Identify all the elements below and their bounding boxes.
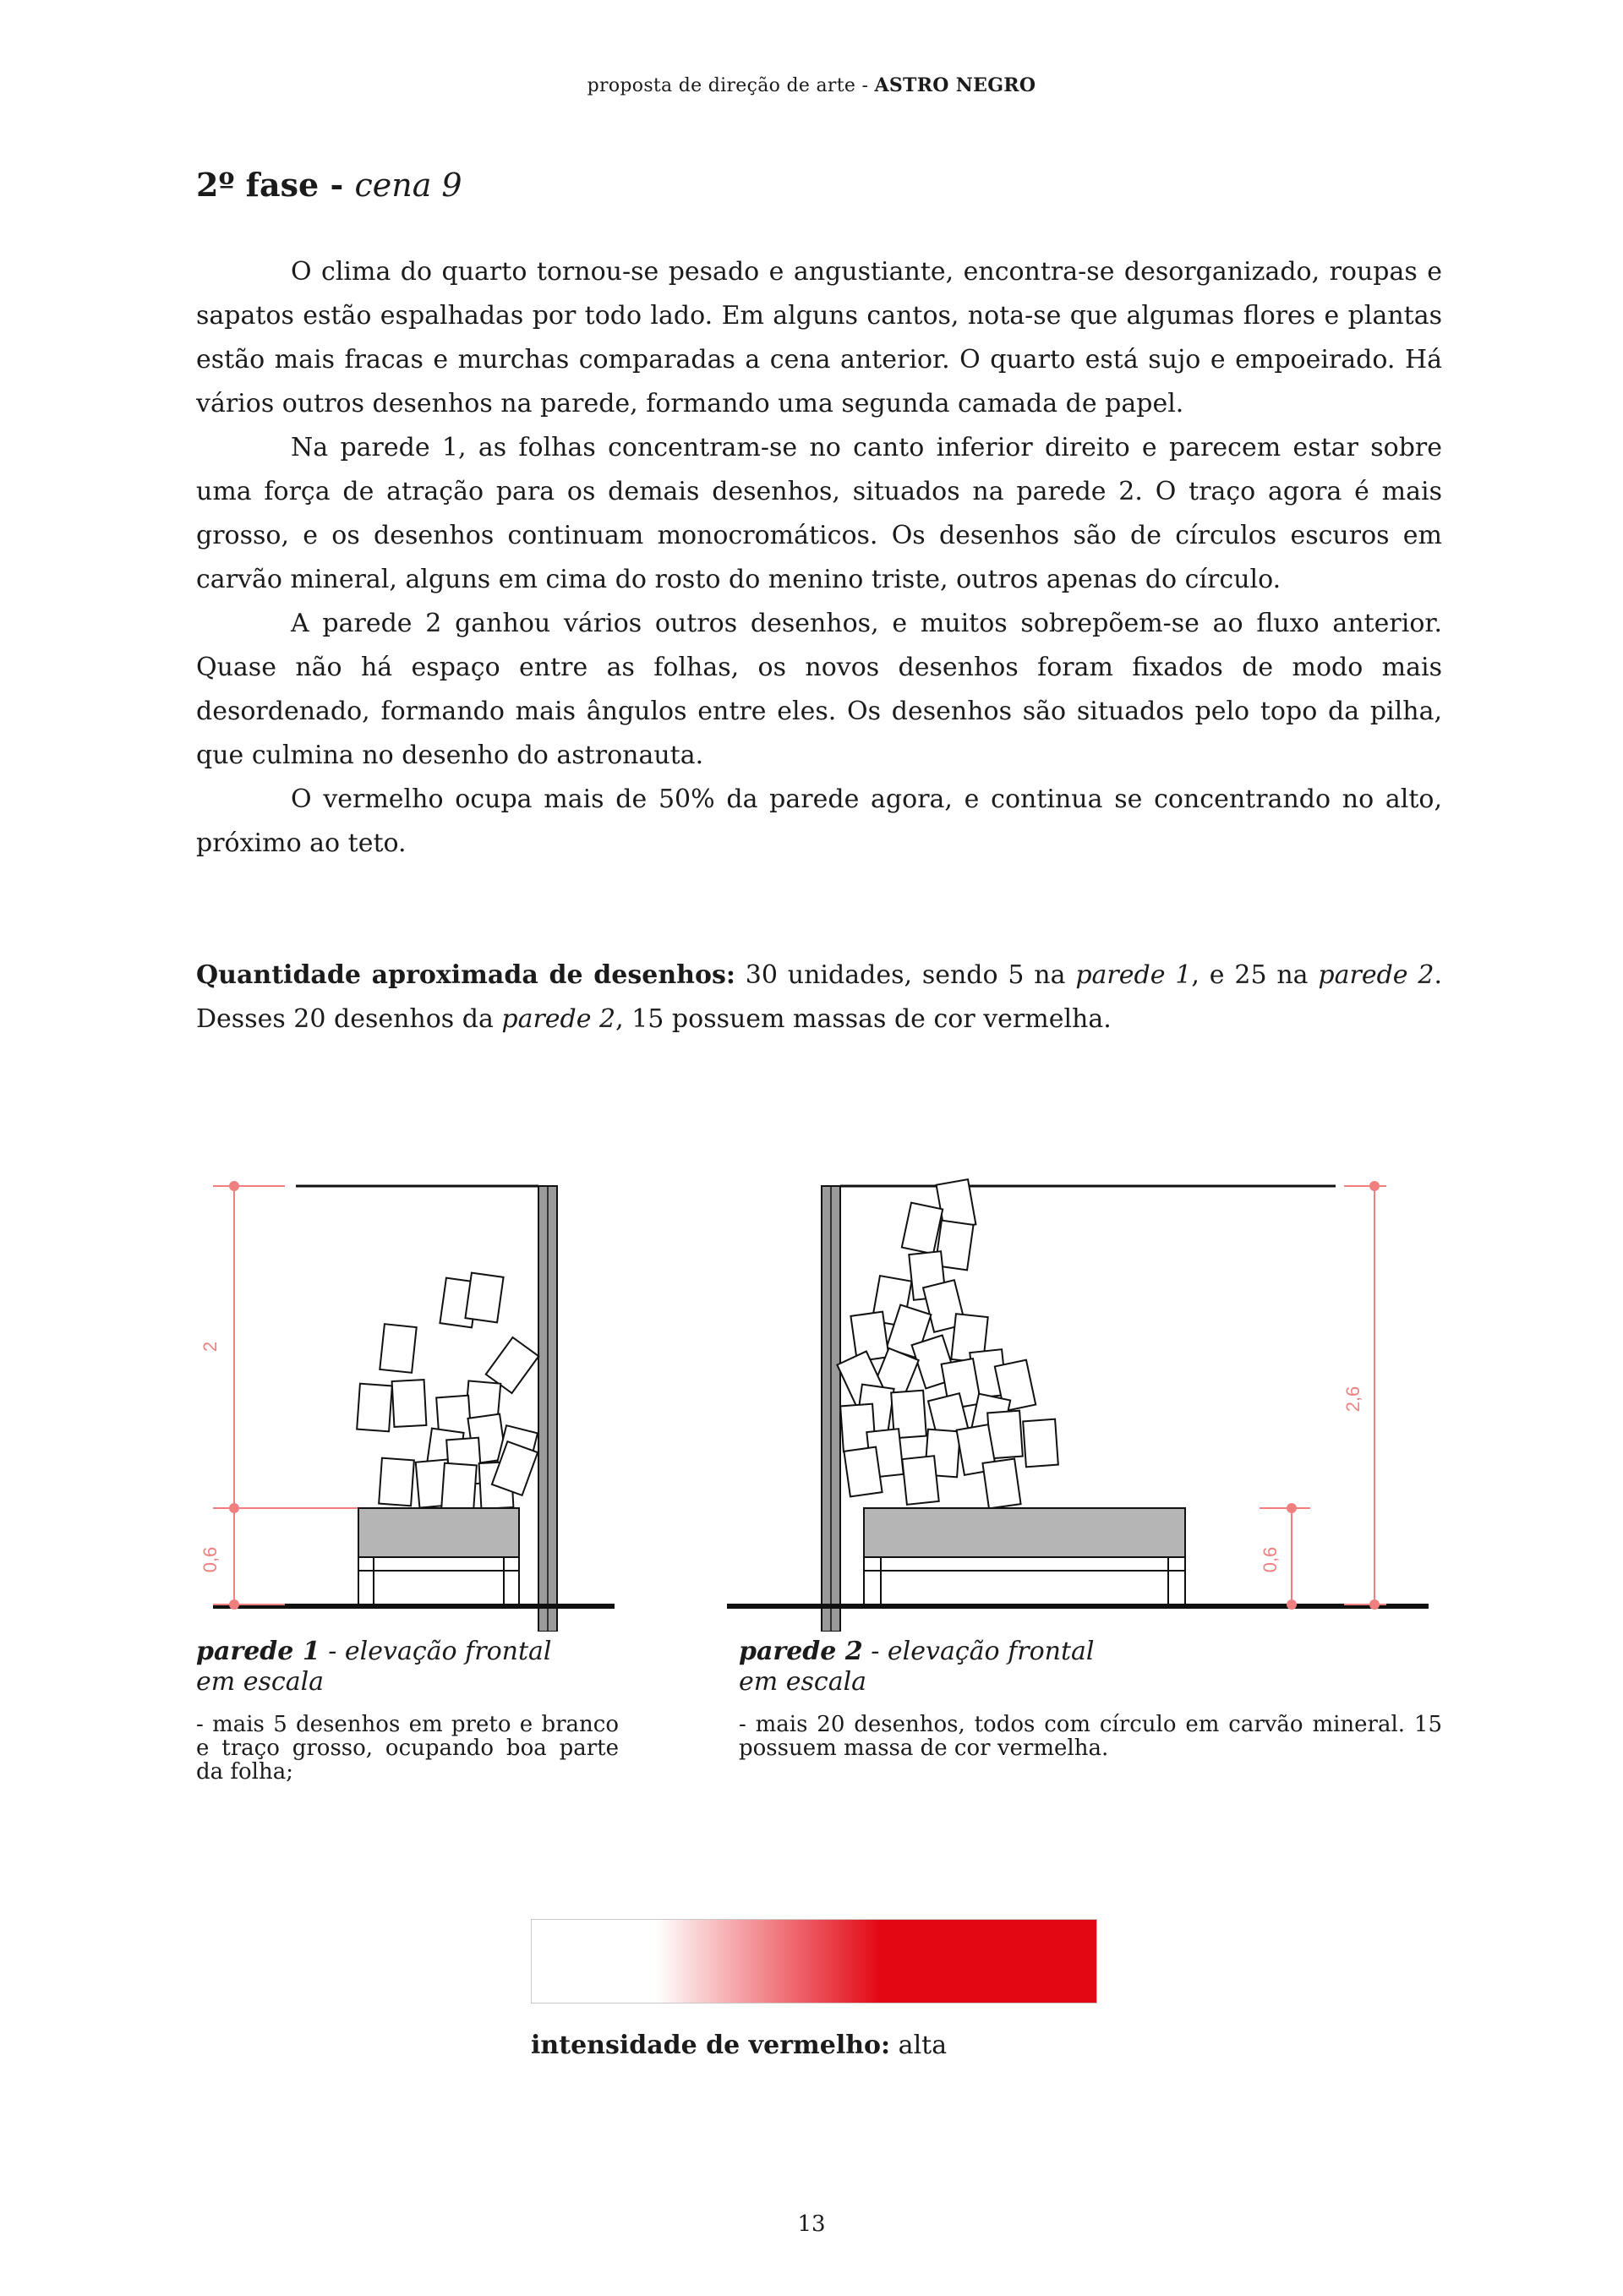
body-text — [196, 250, 1442, 866]
bench-top — [864, 1508, 1185, 1557]
header-brand: ASTRO NEGRO — [874, 74, 1036, 96]
caption-scale: em escala — [196, 1667, 325, 1697]
intensity-value: alta — [890, 2031, 948, 2060]
paper-sheet — [465, 1273, 503, 1323]
quantity-wall-ref: parede 2 — [1318, 960, 1434, 990]
header-prefix: proposta de direção de arte - — [587, 75, 875, 96]
quantity-wall-ref: parede 1 — [1075, 960, 1192, 990]
bench-legs — [864, 1557, 1185, 1606]
running-header — [0, 74, 1623, 96]
title-scene: cena 9 — [354, 167, 462, 204]
intensity-label: intensidade de vermelho: — [531, 2031, 891, 2060]
bench-top — [358, 1508, 519, 1557]
quantity-text: , 15 possuem massas de cor vermelha. — [615, 1004, 1112, 1034]
drawing-papers — [837, 1179, 1057, 1508]
paper-sheet — [902, 1456, 938, 1505]
paper-sheet — [982, 1459, 1020, 1509]
paper-sheet — [380, 1324, 416, 1373]
bench-legs — [358, 1557, 519, 1606]
caption-rest: - elevação frontal — [320, 1637, 552, 1666]
paragraph: Na parede 1, as folhas concentram-se no canto inferior direito e parecem estar sobre uma força de atração para os demais desenhos, situados na parede 2. O traço agora é mais grosso, e os desenhos continuam monocromáticos. Os desenhos são de círculos escuros em carvão mineral, alguns em cima do rosto do menino triste, outros apenas do círculo. — [196, 433, 1442, 594]
drawing-quantity — [196, 954, 1442, 1041]
title-main: 2º fase - — [196, 166, 355, 204]
wall2-caption — [739, 1637, 1095, 1697]
page-title — [196, 166, 462, 204]
caption-scale: em escala — [739, 1667, 867, 1697]
paragraph: O vermelho ocupa mais de 50% da parede agora, e continua se concentrando no alto, próximo ao teto. — [196, 784, 1442, 858]
page-number: 13 — [797, 2211, 826, 2237]
drawing-papers — [357, 1273, 538, 1512]
paragraph: O clima do quarto tornou-se pesado e angustiante, encontra-se desorganizado, roupas e sapatos estão espalhadas por todo lado. Em alguns cantos, nota-se que algumas flores e plantas estão mais fracas e murchas comparadas a cena anterior. O quarto está sujo e empoeirado. Há vários outros desenhos na parede, formando uma segunda camada de papel. — [196, 257, 1442, 418]
quantity-text: 30 unidades, sendo 5 na — [735, 960, 1076, 990]
caption-line — [196, 1637, 552, 1667]
quantity-text: . Desses 20 desenhos da — [196, 960, 1442, 1034]
wall1-note: - mais 5 desenhos em preto e branco e traço grosso, ocupando boa parte da folha; — [196, 1712, 619, 1785]
paper-sheet — [1023, 1419, 1058, 1468]
dimension-label: 2,6 — [1342, 1386, 1363, 1413]
dimension-label: 0,6 — [1260, 1546, 1281, 1573]
quantity-label: Quantidade aproximada de desenhos: — [196, 960, 735, 990]
paper-sheet — [902, 1203, 943, 1255]
wall2-elevation-drawing — [727, 1158, 1454, 1632]
caption-line — [739, 1637, 1095, 1667]
quantity-wall-ref: parede 2 — [501, 1004, 616, 1034]
paragraph: A parede 2 ganhou vários outros desenhos, e muitos sobrepõem-se ao fluxo anterior. Quase não há espaço entre as folhas, os novos desenhos foram fixados de modo mais desordenado, formando mais ângulos entre eles. Os desenhos são situados pelo topo da pilha, que culmina no desenho do astronauta. — [196, 609, 1442, 770]
caption-wall: parede 1 — [196, 1637, 320, 1666]
wall1-caption — [196, 1637, 552, 1697]
paper-sheet — [441, 1463, 477, 1512]
dimension-label: 2 — [199, 1341, 221, 1353]
paper-sheet — [850, 1312, 888, 1362]
dimension-label: 0,6 — [199, 1546, 221, 1573]
wall2-note: - mais 20 desenhos, todos com círculo em carvão mineral. 15 possuem massa de cor vermelha. — [739, 1712, 1442, 1761]
red-intensity-gradient — [531, 1919, 1097, 2004]
dimension-lines — [213, 1182, 365, 1609]
paper-sheet — [844, 1447, 882, 1497]
dimension-lines — [1260, 1182, 1386, 1609]
paper-sheet — [392, 1380, 427, 1427]
paper-sheet — [379, 1458, 414, 1506]
caption-wall: parede 2 — [739, 1637, 863, 1666]
red-intensity-legend — [531, 2031, 947, 2060]
quantity-text: , e 25 na — [1191, 960, 1319, 990]
wall1-elevation-drawing — [196, 1158, 636, 1632]
caption-rest: - elevação frontal — [862, 1637, 1095, 1666]
paper-sheet — [357, 1384, 392, 1432]
